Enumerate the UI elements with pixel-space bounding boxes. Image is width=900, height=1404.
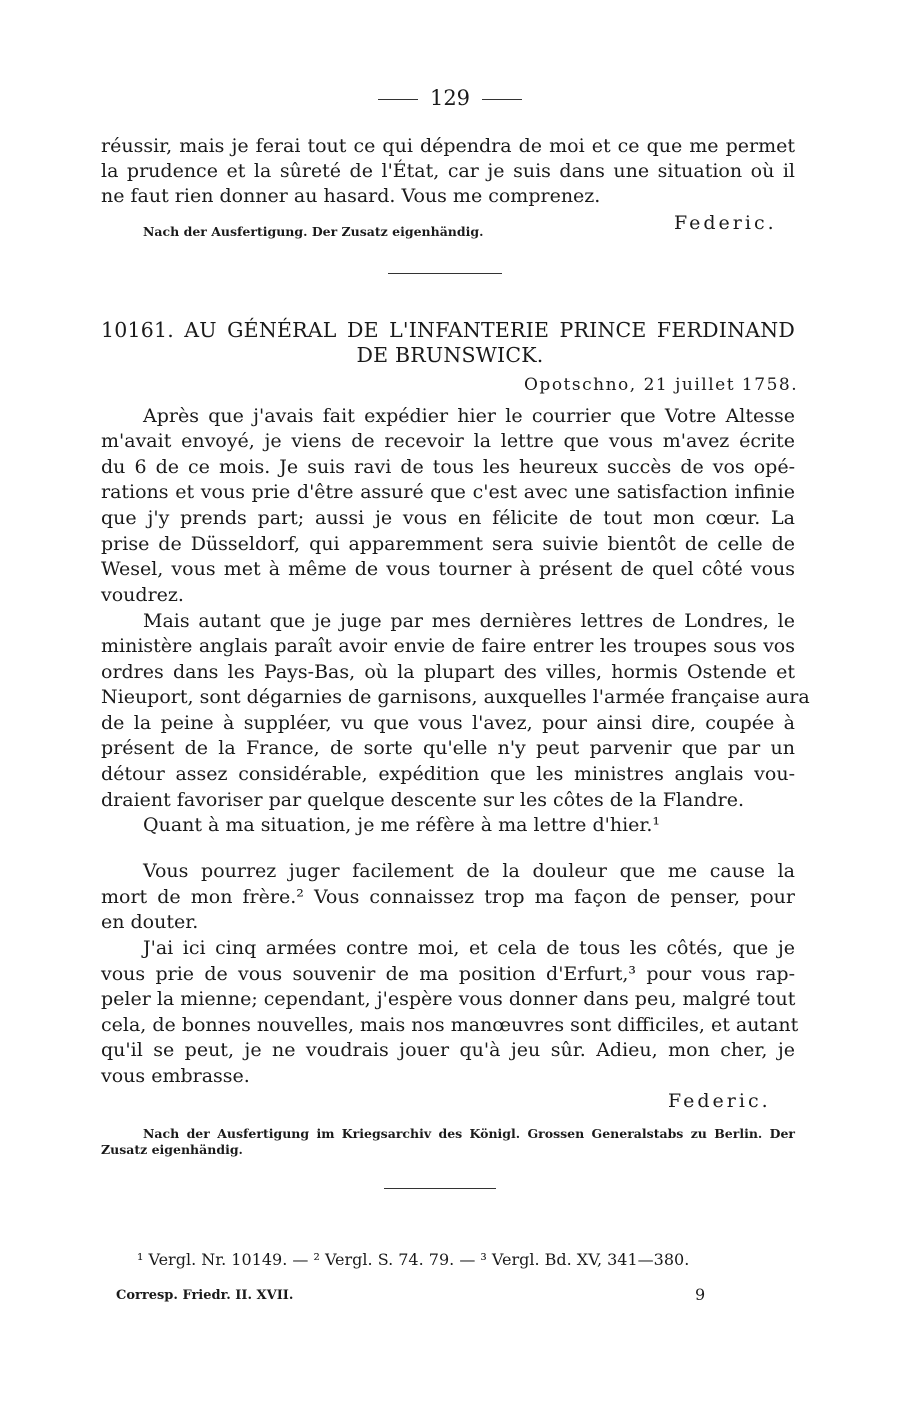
source-note: Nach der Ausfertigung im Kriegsarchiv des Königl. Grossen Generalstabs zu Berlin. Der bbox=[143, 1126, 795, 1141]
letter-heading-cont: DE BRUNSWICK. bbox=[356, 343, 544, 367]
signature: Federic. bbox=[668, 1090, 771, 1112]
sheet-number: 9 bbox=[695, 1285, 706, 1304]
body-line: ordres dans les Pays-Bas, où la plupart des villes, hormis Ostende et bbox=[101, 661, 795, 683]
section-divider bbox=[384, 1188, 496, 1189]
body-line: de la peine à suppléer, vu que vous l'avez, pour ainsi dire, coupée à bbox=[101, 712, 795, 734]
body-line: m'avait envoyé, je viens de recevoir la lettre que vous m'avez écrite bbox=[101, 430, 795, 452]
page-number-dash-right bbox=[482, 99, 522, 100]
top-text-line: réussir, mais je ferai tout ce qui dépendra de moi et ce que me permet bbox=[101, 135, 795, 157]
addendum-line: mort de mon frère.² Vous connaissez trop ma façon de penser, pour bbox=[101, 886, 795, 908]
addendum-line: cela, de bonnes nouvelles, mais nos manœuvres sont difficiles, et autant bbox=[101, 1014, 799, 1036]
body-line: détour assez considérable, expédition que les ministres anglais vou- bbox=[101, 763, 795, 785]
body-line: voudrez. bbox=[101, 584, 184, 606]
footnotes: ¹ Vergl. Nr. 10149. — ² Vergl. S. 74. 79. — ³ Vergl. Bd. XV, 341—380. bbox=[137, 1250, 690, 1269]
body-line: que j'y prends part; aussi je vous en félicite de tout mon cœur. La bbox=[101, 507, 795, 529]
top-text-line: ne faut rien donner au hasard. Vous me comprenez. bbox=[101, 185, 601, 207]
page-number-dash-left bbox=[378, 99, 418, 100]
body-line: Nieuport, sont dégarnies de garnisons, auxquelles l'armée française aura bbox=[101, 686, 810, 708]
page-number: 129 bbox=[429, 86, 471, 110]
addendum-line: vous embrasse. bbox=[101, 1065, 250, 1087]
source-note: Nach der Ausfertigung. Der Zusatz eigenhändig. bbox=[143, 224, 484, 239]
body-line: ministère anglais paraît avoir envie de faire entrer les troupes sous vos bbox=[101, 635, 795, 657]
body-line: Après que j'avais fait expédier hier le courrier que Votre Altesse bbox=[143, 405, 795, 427]
body-line: Quant à ma situation, je me réfère à ma lettre d'hier.¹ bbox=[143, 814, 661, 836]
addendum-line: peler la mienne; cependant, j'espère vous donner dans peu, malgré tout bbox=[101, 988, 796, 1010]
sheet-label: Corresp. Friedr. II. XVII. bbox=[116, 1288, 294, 1303]
page-number-row bbox=[0, 86, 900, 110]
section-divider bbox=[388, 273, 502, 274]
top-text-line: la prudence et la sûreté de l'État, car je suis dans une situation où il bbox=[101, 160, 795, 182]
body-line: prise de Düsseldorf, qui apparemment sera suivie bientôt de celle de bbox=[101, 533, 795, 555]
body-line: du 6 de ce mois. Je suis ravi de tous les heureux succès de vos opé- bbox=[101, 456, 795, 478]
signature: Federic. bbox=[674, 212, 777, 234]
letter-heading: 10161. AU GÉNÉRAL DE L'INFANTERIE PRINCE FERDINAND bbox=[101, 318, 795, 342]
addendum-line: Vous pourrez juger facilement de la douleur que me cause la bbox=[143, 860, 795, 882]
addendum-line: J'ai ici cinq armées contre moi, et cela de tous les côtés, que je bbox=[143, 937, 795, 959]
body-line: Wesel, vous met à même de vous tourner à présent de quel côté vous bbox=[101, 558, 795, 580]
body-line: présent de la France, de sorte qu'elle n'y peut parvenir que par un bbox=[101, 737, 795, 759]
body-line: draient favoriser par quelque descente sur les côtes de la Flandre. bbox=[101, 789, 745, 811]
addendum-line: vous prie de vous souvenir de ma position d'Erfurt,³ pour vous rap- bbox=[101, 963, 795, 985]
addendum-line: qu'il se peut, je ne voudrais jouer qu'à jeu sûr. Adieu, mon cher, je bbox=[101, 1039, 795, 1061]
body-line: Mais autant que je juge par mes dernières lettres de Londres, le bbox=[143, 610, 795, 632]
addendum-line: en douter. bbox=[101, 911, 199, 933]
source-note-cont: Zusatz eigenhändig. bbox=[101, 1142, 243, 1157]
body-line: rations et vous prie d'être assuré que c'est avec une satisfaction infinie bbox=[101, 481, 795, 503]
dateline: Opotschno, 21 juillet 1758. bbox=[524, 375, 799, 395]
